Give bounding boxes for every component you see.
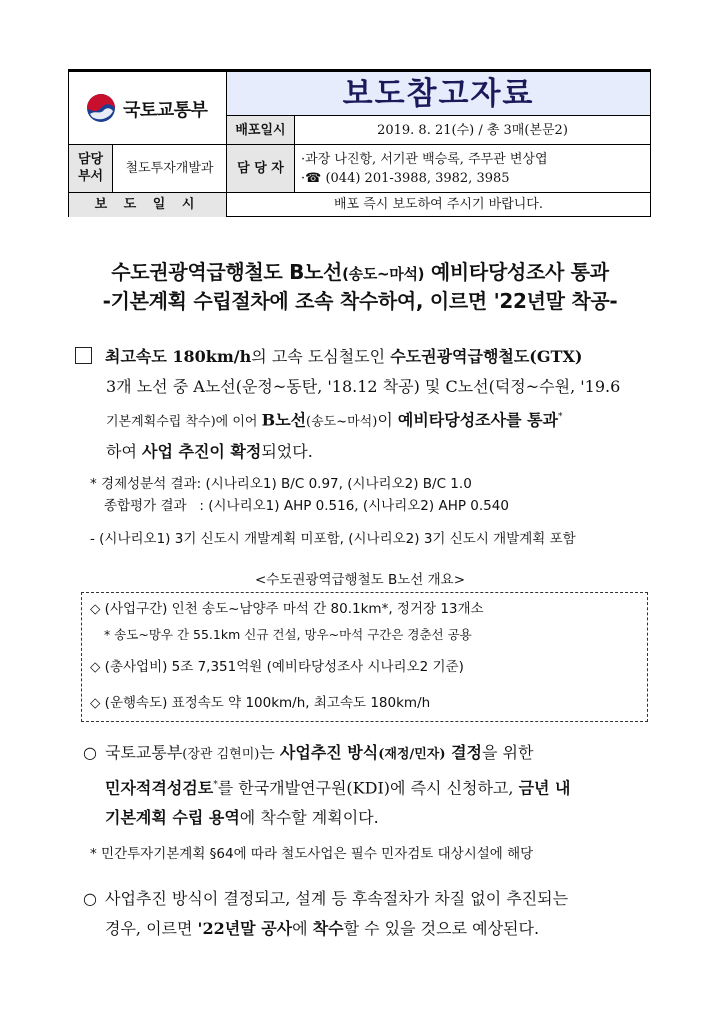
release-value: 배포 즉시 보도하여 주시기 바랍니다.: [333, 197, 544, 212]
p1-l4a: 하여: [106, 442, 142, 462]
p1-text: 의 고속 도심철도인: [251, 347, 391, 366]
outline-section-note: * 송도~망우 간 55.1km 신규 건설, 망우~마석 구간은 경춘선 공용: [104, 627, 472, 642]
headline-main: 수도권광역급행철도 B노선: [111, 260, 343, 284]
p1-l4c: 되었다.: [261, 442, 313, 462]
p3-l2d: 착수: [312, 919, 344, 938]
note-economics-line2: 종합평가 결과 : (시나리오1) AHP 0.516, (시나리오2) AHP 0.540: [104, 498, 509, 514]
note-economics-line1: * 경제성분석 결과: (시나리오1) B/C 0.97, (시나리오2) B/C 1.0: [90, 476, 472, 492]
p1-gtx: 수도권광역급행철도(GTX): [390, 347, 583, 366]
dept-label: [69, 145, 113, 193]
p2-l1g: 을 위한: [482, 743, 534, 762]
p1-l4b: 사업 추진이 확정: [142, 442, 262, 462]
outline-cost: ◇ (총사업비) 5조 7,351억원 (예비타당성조사 시나리오2 기준): [90, 659, 464, 675]
header-table: [68, 69, 651, 217]
p1-l3c: (송도~마석): [306, 414, 378, 430]
p1-footnote-mark: *: [558, 412, 563, 422]
p1-line1: [75, 342, 675, 372]
p1-speed: 최고속도 180km/h: [105, 347, 252, 366]
p2-l1f: 결정: [445, 743, 482, 762]
p2-l2a: 민자적격성검토: [105, 778, 214, 798]
p3-line1: [83, 884, 663, 914]
headline-tail: 예비타당성조사 통과: [424, 260, 609, 284]
paragraph-3: [83, 884, 663, 944]
release-label: 보 도 일 시: [69, 193, 227, 217]
p2-line1: [83, 738, 663, 770]
p2-l1b: (장관 김현미): [182, 747, 260, 762]
p2-l1a: 국토교통부: [105, 743, 183, 762]
manager-label: 담 당 자: [227, 145, 295, 193]
dept-value: 철도투자개발과: [113, 145, 227, 193]
dist-value: 2019. 8. 21(수) / 총 3매(본문2): [295, 116, 650, 145]
p3-line2: [83, 914, 663, 944]
p1-l3e: 예비타당성조사를 통과: [397, 410, 559, 430]
circle-bullet-icon: ○: [83, 889, 97, 908]
p2-l1e: (재정/민자): [378, 747, 446, 762]
doc-type-cell: [227, 72, 650, 116]
p1-l3d: 이: [377, 410, 398, 430]
paragraph-2: [83, 738, 663, 833]
outline-box: [81, 592, 648, 722]
manager-phone: ·☎ (044) 201-3988, 3982, 3985: [301, 171, 510, 186]
paragraph-1: [75, 342, 675, 467]
manager-value: [295, 145, 650, 193]
p3-l2b: '22년말 공사: [197, 919, 293, 938]
p1-line2: 3개 노선 중 A노선(운정~동탄, '18.12 착공) 및 C노선(덕정~수원, '19.6: [106, 377, 621, 396]
outline-speed: ◇ (운행속도) 표정속도 약 100km/h, 최고속도 180km/h: [90, 695, 431, 711]
p3-l1: 사업추진 방식이 결정되고, 설계 등 후속절차가 차질 없이 추진되는: [105, 889, 569, 908]
dist-label: 배포일시: [227, 116, 295, 145]
p2-footnote-mark: *: [213, 780, 218, 790]
p2-l2c: 를 한국개발연구원(KDI)에 즉시 신청하고,: [217, 778, 519, 798]
p1-l3a: 기본계획수립 착수)에 이어: [106, 414, 262, 430]
p2-line3: [83, 803, 663, 833]
p2-l3a: 기본계획 수립 용역: [105, 808, 240, 828]
ministry-name: 국토교통부: [123, 100, 208, 121]
p2-line2: [83, 770, 663, 803]
p3-l2e: 할 수 있을 것으로 예상된다.: [343, 919, 540, 938]
p3-l2c: 에: [292, 919, 313, 938]
note-economics: [90, 473, 509, 517]
headline-line2: -기본계획 수립절차에 조속 착수하여, 이르면 '22년말 착공-: [102, 289, 618, 313]
p2-l1c: 는: [259, 743, 280, 762]
doc-type-title: 보도참고자료: [342, 76, 535, 112]
ministry-logo-cell: [69, 72, 227, 145]
note-scenario: - (시나리오1) 3기 신도시 개발계획 미포함, (시나리오2) 3기 신도시 개발계획 포함: [90, 531, 576, 547]
note-private-investment: * 민간투자기본계획 §64에 따라 철도사업은 필수 민자검토 대상시설에 해당: [90, 846, 534, 862]
headline-route: (송도~마석): [342, 265, 425, 283]
ministry-logo-icon: [86, 93, 116, 123]
outline-section: ◇ (사업구간) 인천 송도~남양주 마석 간 80.1km*, 정거장 13개소: [90, 601, 484, 617]
dept-label-text: 담당부서: [77, 152, 104, 184]
checkbox-bullet-icon: [75, 347, 92, 364]
p2-l3b: 에 착수할 계획이다.: [239, 808, 379, 828]
manager-names: ·과장 나진항, 서기관 백승록, 주무관 변상엽: [301, 152, 548, 167]
p1-line4: [75, 437, 675, 467]
p1-line3: [75, 402, 675, 437]
headline-line1: [0, 256, 720, 285]
outline-title: <수도권광역급행철도 B노선 개요>: [255, 572, 465, 588]
p1-l3b: B노선: [261, 410, 307, 430]
circle-bullet-icon: ○: [83, 743, 97, 762]
p3-l2a: 경우, 이르면: [105, 919, 198, 938]
p2-l1d: 사업추진 방식: [279, 743, 379, 762]
p2-l2d: 금년 내: [518, 778, 571, 798]
